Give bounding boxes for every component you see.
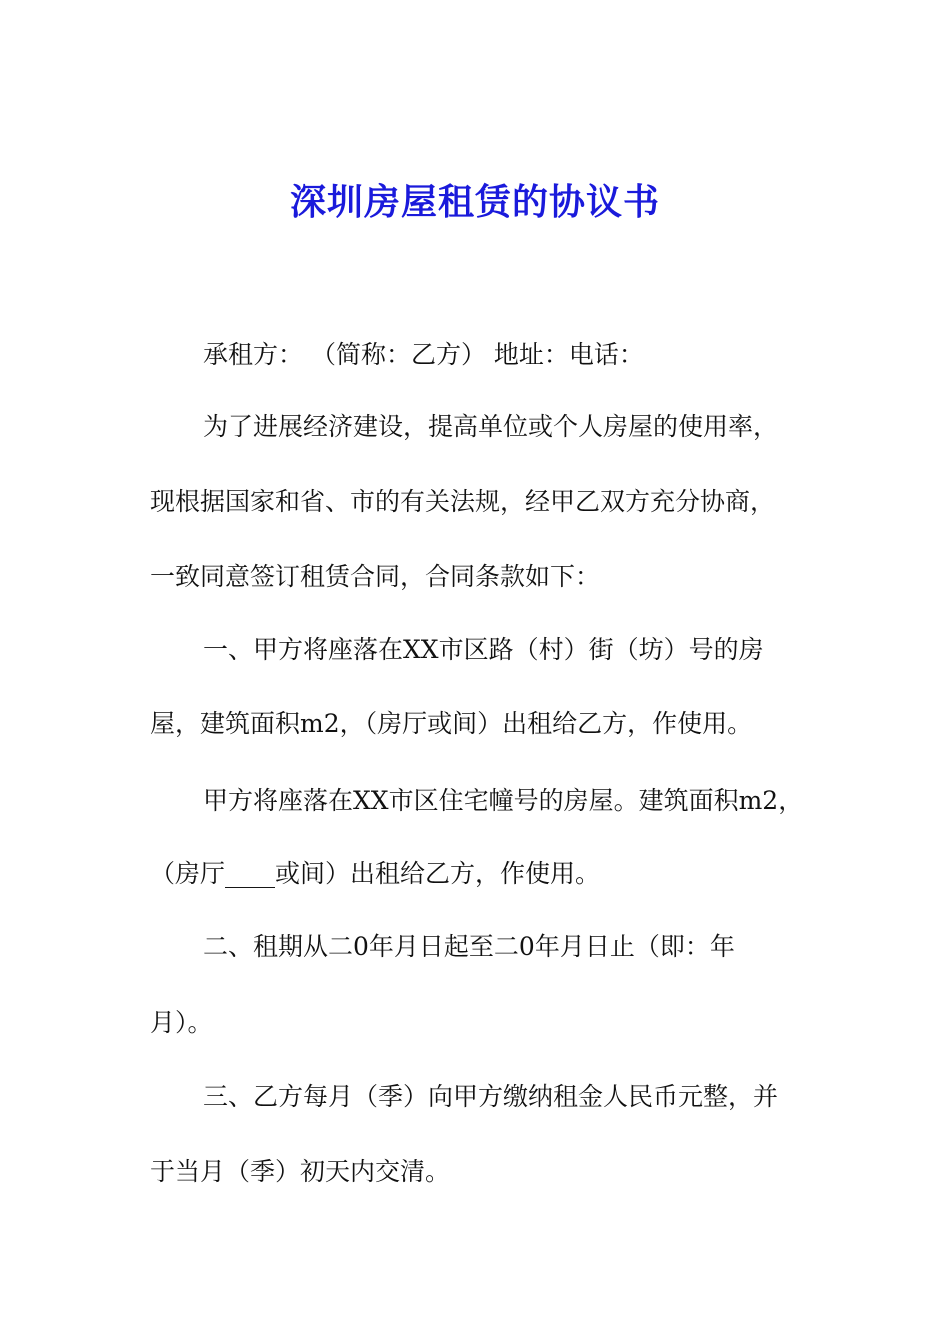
paragraph-purpose-line-3: 一致同意签订租赁合同，合同条款如下： bbox=[150, 562, 601, 591]
clause-one-line-2: 屋，建筑面积m2，（房厅或间）出租给乙方，作使用。 bbox=[150, 709, 753, 738]
clause-two-line-1: 二、租期从二0年月日起至二0年月日止（即：年 bbox=[203, 932, 735, 961]
document-title: 深圳房屋租赁的协议书 bbox=[289, 181, 660, 223]
clause-three-line-1: 三、乙方每月（季）向甲方缴纳租金人民币元整，并 bbox=[203, 1082, 779, 1111]
paragraph-purpose-line-2: 现根据国家和省、市的有关法规，经甲乙双方充分协商， bbox=[150, 487, 776, 516]
clause-two-line-2: 月）。 bbox=[150, 1008, 213, 1037]
clause-three-line-2: 于当月（季）初天内交清。 bbox=[150, 1157, 451, 1186]
clause-one-alt-line-2: （房厅____或间）出租给乙方，作使用。 bbox=[150, 859, 601, 888]
clause-one-alt-line-1: 甲方将座落在XX市区住宅幢号的房屋。建筑面积m2， bbox=[203, 786, 804, 815]
clause-one-line-1: 一、甲方将座落在XX市区路（村）街（坊）号的房 bbox=[203, 635, 764, 664]
paragraph-lessee-info: 承租方： （简称：乙方） 地址：电话： bbox=[203, 340, 644, 369]
paragraph-purpose-line-1: 为了进展经济建设，提高单位或个人房屋的使用率， bbox=[203, 412, 779, 441]
